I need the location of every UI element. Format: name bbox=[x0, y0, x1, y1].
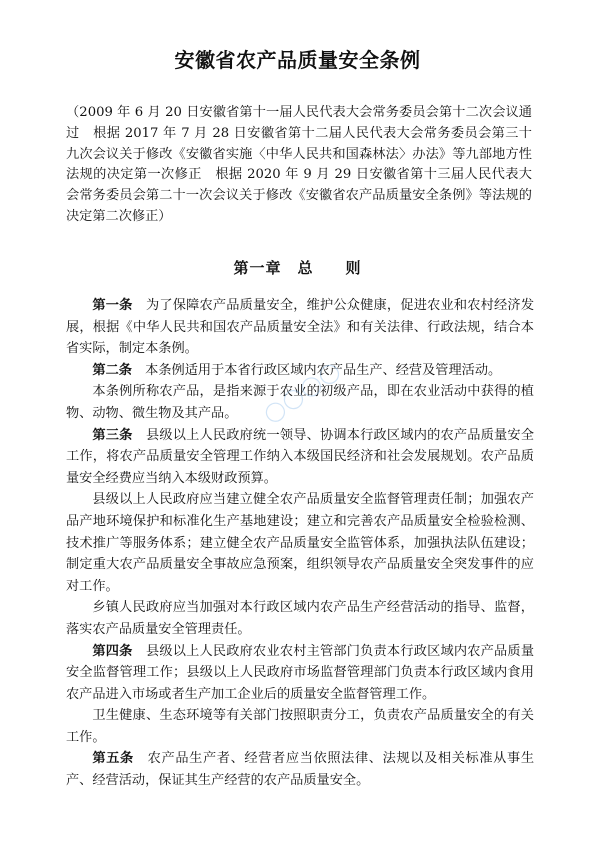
document-title: 安徽省农产品质量安全条例 bbox=[174, 48, 421, 72]
article-paragraph bbox=[66, 295, 534, 360]
article-paragraph bbox=[66, 425, 534, 490]
article-label: 第四条 bbox=[92, 643, 133, 659]
article-paragraph bbox=[66, 360, 534, 382]
article-paragraph bbox=[66, 381, 534, 424]
article-paragraph bbox=[66, 748, 534, 791]
document-body bbox=[66, 295, 534, 792]
document-preamble: （2009 年 6 月 20 日安徽省第十一届人民代表大会常务委员会第十二次会议通过 根据 2017 年 7 月 28 日安徽省第十二届人民代表大会常务委员会第三十九次会议关于修改《安徽省实施〈中华人民共和国森林法〉办法》等九部地方性法规的决定第一次修正 根据 2020 年 9 月 29 日安徽省第十三届人民代表大会常务委员会第二十一次会议关于修改《安徽省农产品质量安全条例》等法规的决定第二次修正） bbox=[66, 105, 532, 224]
article-paragraph bbox=[66, 597, 534, 640]
article-text: 农产品生产者、经营者应当依照法律、法规以及相关标准从事生产、经营活动，保证其生产经营的农产品质量安全。 bbox=[66, 751, 535, 789]
chapter-heading: 第一章 总 则 bbox=[233, 259, 362, 277]
article-paragraph bbox=[66, 705, 534, 748]
article-text: 县级以上人民政府统一领导、协调本行政区域内的农产品质量安全工作，将农产品质量安全管理工作纳入本级国民经济和社会发展规划。农产品质量安全经费应当纳入本级财政预算。 bbox=[66, 427, 535, 486]
article-text: 乡镇人民政府应当加强对本行政区域内农产品生产经营活动的指导、监督，落实农产品质量安全管理责任。 bbox=[66, 600, 534, 637]
article-text: 卫生健康、生态环境等有关部门按照职责分工，负责农产品质量安全的有关工作。 bbox=[66, 708, 534, 745]
article-text: 本条例所称农产品，是指来源于农业的初级产品，即在农业活动中获得的植物、动物、微生物及其产品。 bbox=[66, 384, 534, 421]
article-text: 县级以上人民政府应当建立健全农产品质量安全监督管理责任制；加强农产品产地环境保护和标准化生产基地建设；建立和完善农产品质量安全检验检测、技术推广等服务体系；建立健全农产品质量安全监管体系，加强执法队伍建设；制定重大农产品质量安全事故应急预案，组织领导农产品质量安全突发事件的应对工作。 bbox=[66, 492, 534, 594]
article-label: 第二条 bbox=[92, 362, 132, 378]
article-paragraph bbox=[66, 641, 534, 706]
article-text: 县级以上人民政府农业农村主管部门负责本行政区域内农产品质量安全监督管理工作；县级以上人民政府市场监督管理部门负责本行政区域内食用农产品进入市场或者生产加工企业后的质量安全监督管理工作。 bbox=[66, 643, 535, 702]
article-label: 第三条 bbox=[92, 427, 133, 443]
article-text: 为了保障农产品质量安全，维护公众健康，促进农业和农村经济发展，根据《中华人民共和国农产品质量安全法》和有关法律、行政法规，结合本省实际，制定本条例。 bbox=[66, 298, 535, 357]
article-label: 第五条 bbox=[92, 751, 134, 767]
article-label: 第一条 bbox=[92, 298, 133, 313]
article-paragraph bbox=[66, 489, 534, 597]
article-text: 本条例适用于本省行政区域内农产品生产、经营及管理活动。 bbox=[131, 362, 502, 378]
